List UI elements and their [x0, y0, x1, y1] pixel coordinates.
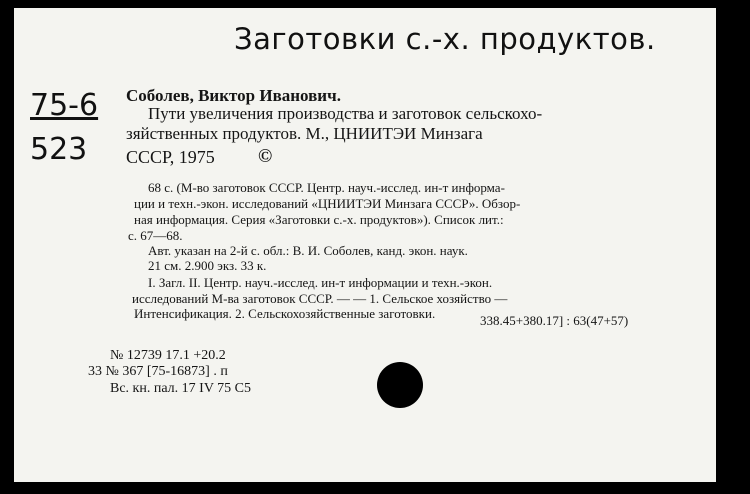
classification-code: 338.45+380.17] : 63(47+57) — [480, 313, 629, 328]
record-number-line: № 12739 17.1 +20.2 — [110, 348, 226, 363]
description-line: Интенсификация. 2. Сельскохозяйственные заготовки. — [134, 306, 436, 321]
shelf-mark-top: 75-6 — [30, 88, 99, 123]
author-heading: Соболев, Виктор Иванович. — [126, 86, 341, 105]
description-line: 21 см. 2.900 экз. 33 к. — [148, 258, 267, 273]
description-line: ции и техн.-экон. исследований «ЦНИИТЭИ Минзага СССР». Обзор- — [134, 196, 521, 211]
handwritten-subject-heading: Заготовки с.-х. продуктов. — [234, 22, 656, 56]
description-line: с. 67—68. — [128, 228, 183, 243]
description-line: Авт. указан на 2-й с. обл.: В. И. Соболев, канд. экон. наук. — [148, 243, 468, 258]
copyright-mark: © — [258, 146, 273, 167]
chamber-stamp-line: Вс. кн. пал. 17 IV 75 С5 — [110, 381, 252, 396]
shelf-mark-bottom: 523 — [30, 132, 88, 167]
title-line-1: Пути увеличения производства и заготовок сельскохо- — [148, 104, 543, 123]
title-line-2: зяйственных продуктов. М., ЦНИИТЭИ Минзага — [126, 124, 483, 143]
description-line: 68 с. (М-во заготовок СССР. Центр. науч.-исслед. ин-т информа- — [148, 180, 505, 195]
description-line: ная информация. Серия «Заготовки с.-х. продуктов»). Список лит.: — [134, 212, 504, 227]
record-number-line: 33 № 367 [75-16873] . п — [88, 364, 228, 379]
punch-hole — [377, 362, 423, 408]
description-line: исследований М-ва заготовок СССР. — — 1. Сельское хозяйство — — [132, 291, 508, 306]
title-line-3: СССР, 1975 — [126, 147, 215, 167]
description-line: I. Загл. II. Центр. науч.-исслед. ин-т информации и техн.-экон. — [148, 275, 493, 290]
